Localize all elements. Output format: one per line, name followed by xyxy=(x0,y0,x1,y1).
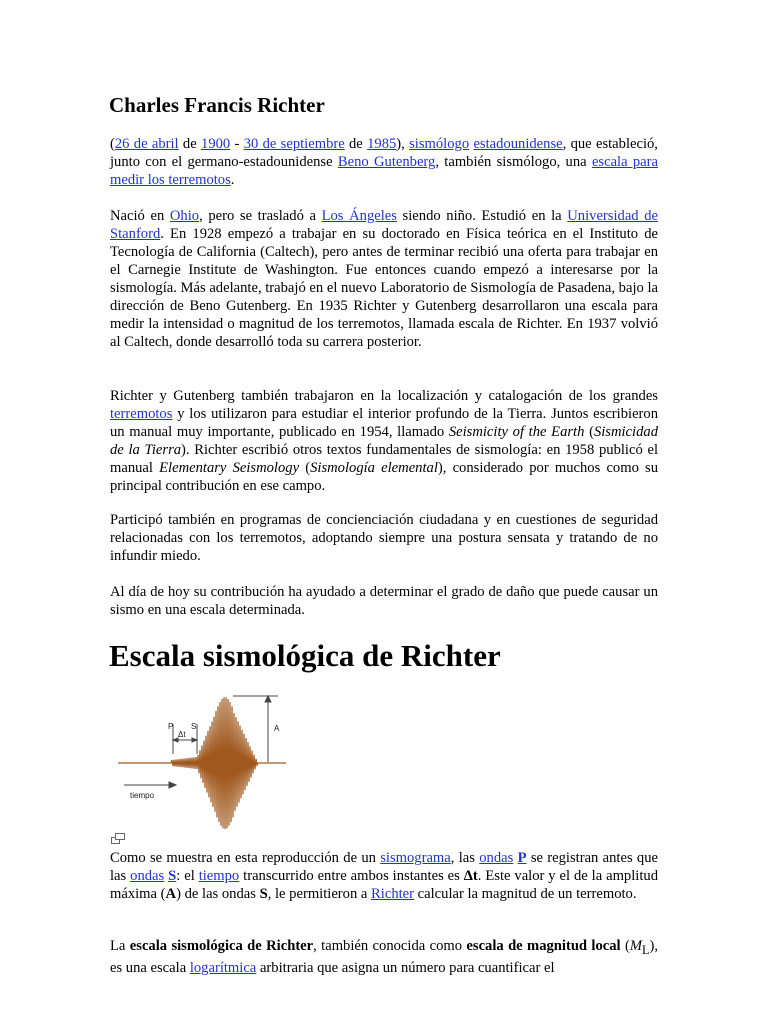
text: de xyxy=(344,136,368,152)
link-richter[interactable]: Richter xyxy=(371,886,415,902)
link-ondas-s[interactable]: ondas xyxy=(130,868,165,884)
text: ( xyxy=(299,460,311,476)
text: La xyxy=(110,938,130,954)
math-subscript: L xyxy=(642,942,650,957)
text: . xyxy=(230,172,235,188)
text: - xyxy=(230,136,244,152)
link-s[interactable]: S xyxy=(168,868,177,884)
seismogram-paragraph xyxy=(110,849,658,903)
text: Nació en xyxy=(110,208,170,224)
link-sismologo[interactable]: sismólogo xyxy=(409,136,470,152)
link-los-angeles[interactable]: Los Ángeles xyxy=(321,208,397,224)
research-paragraph xyxy=(110,387,658,495)
text: , también conocida como xyxy=(313,938,467,954)
link-26-de-abril[interactable]: 26 de abril xyxy=(114,136,179,152)
arrow-head-right xyxy=(192,738,197,742)
book-title-italic: Seismicity of the Earth xyxy=(448,424,585,440)
contribution-paragraph: Al día de hoy su contribución ha ayudado a determinar el grado de daño que puede causar un sismo en una escala determinada. xyxy=(110,584,658,618)
outreach-paragraph: Participó también en programas de concienciación ciudadana y en cuestiones de seguridad relacionadas con los terremotos, adoptando siempre una postura sensata y tratando de no infundir miedo. xyxy=(110,512,658,564)
text: . En 1928 empezó a trabajar en su doctorado en Física teórica en el Instituto de Tecnología de California (Caltech), pero antes de terminar recibió una oferta para trabajar en el Carnegie Institute de Washington. Fue entonces cuando empezó a interesarse por la sismología. Más adelante, trabajó en el nuevo Laboratorio de Sismología de Pasadena, bajo la dirección de Beno Gutenberg. En 1935 Richter y Gutenberg desarrollaron una escala para medir la intensidad o magnitud de los terremotos, llamada escala de Richter. En 1937 volvió al Caltech, donde desarrolló toda su carrera posterior. xyxy=(110,226,658,350)
link-tiempo[interactable]: tiempo xyxy=(198,868,240,884)
text: transcurrido entre ambos instantes es xyxy=(239,868,464,884)
link-1985[interactable]: 1985 xyxy=(367,136,397,152)
text: , pero se trasladó a xyxy=(199,208,322,224)
text: arbitraria que asigna un número para cuantificar el xyxy=(256,959,555,976)
bold-term: escala sismológica de Richter xyxy=(129,938,314,954)
link-1900[interactable]: 1900 xyxy=(201,136,231,152)
text: ( xyxy=(620,938,630,954)
book-title-italic: Sismicidad de la Tierra xyxy=(110,424,658,458)
text: se registran antes que las xyxy=(110,850,658,884)
text: , le permitieron a xyxy=(267,886,372,902)
text: , que estableció, junto con el germano-estadounidense xyxy=(110,136,658,170)
link-30-de-septiembre[interactable]: 30 de septiembre xyxy=(243,136,345,152)
text: , también sismólogo, una xyxy=(435,154,592,170)
label-p: P xyxy=(168,722,174,731)
text: ) de las ondas xyxy=(176,886,260,902)
link-terremotos[interactable]: terremotos xyxy=(110,406,173,422)
text: ( xyxy=(110,136,115,152)
link-escala-terremotos[interactable]: escala para medir los terremotos xyxy=(110,154,658,188)
link-logaritmica[interactable]: logarítmica xyxy=(189,959,257,976)
text: : el xyxy=(176,868,199,884)
text: ), considerado por muchos como su principal contribución en ese campo. xyxy=(110,460,659,494)
link-ohio[interactable]: Ohio xyxy=(169,208,200,224)
label-delta-t: Δt xyxy=(178,730,186,739)
text: ). Richter escribió otros textos fundamentales de sismología: en 1958 publicó el manual xyxy=(110,442,658,476)
definition-paragraph xyxy=(110,937,658,977)
seismogram-figure xyxy=(118,692,290,830)
link-p[interactable]: P xyxy=(517,850,527,866)
label-s: S xyxy=(191,722,197,731)
text: ( xyxy=(584,424,594,440)
text: , las xyxy=(450,850,480,866)
text: siendo niño. Estudió en la xyxy=(396,208,568,224)
biography-paragraph xyxy=(110,207,658,351)
book-title-italic: Sismología elemental xyxy=(310,460,438,476)
label-tiempo: tiempo xyxy=(130,791,155,800)
bold-term: Δt xyxy=(463,868,478,884)
text: de xyxy=(178,136,202,152)
text: . Este valor y el de la amplitud máxima ( xyxy=(110,868,658,902)
text: Como se muestra en esta reproducción de un xyxy=(110,850,381,866)
bold-term: escala de magnitud local xyxy=(466,938,621,954)
text: Richter y Gutenberg también trabajaron en la localización y catalogación de los grandes xyxy=(110,388,658,404)
book-title-italic: Elementary Seismology xyxy=(159,460,300,476)
time-axis-head xyxy=(169,782,176,788)
intro-paragraph xyxy=(110,135,658,189)
text: ), es una escala xyxy=(110,938,658,976)
link-estadounidense[interactable]: estadounidense xyxy=(473,136,563,152)
bold-term: S xyxy=(259,886,268,902)
amplitude-arrow-head xyxy=(265,696,271,702)
enlarge-icon[interactable] xyxy=(111,833,125,844)
label-a: A xyxy=(274,724,280,733)
text: y los utilizaron para estudiar el interior profundo de la Tierra. Juntos escribieron un manual muy importante, publicado en 1954, llamado xyxy=(110,406,658,440)
page-title: Charles Francis Richter xyxy=(109,93,325,117)
text: ), xyxy=(396,136,410,152)
link-beno-gutenberg[interactable]: Beno Gutenberg xyxy=(337,154,436,170)
bold-term: A xyxy=(165,886,177,902)
text: calcular la magnitud de un terremoto. xyxy=(414,886,637,902)
seismic-wave xyxy=(118,697,286,829)
link-sismograma[interactable]: sismograma xyxy=(380,850,451,866)
section-heading: Escala sismológica de Richter xyxy=(109,638,501,673)
link-ondas-p[interactable]: ondas xyxy=(479,850,514,866)
math-symbol: M xyxy=(629,938,643,954)
link-universidad-stanford[interactable]: Universidad de Stanford xyxy=(110,208,658,242)
